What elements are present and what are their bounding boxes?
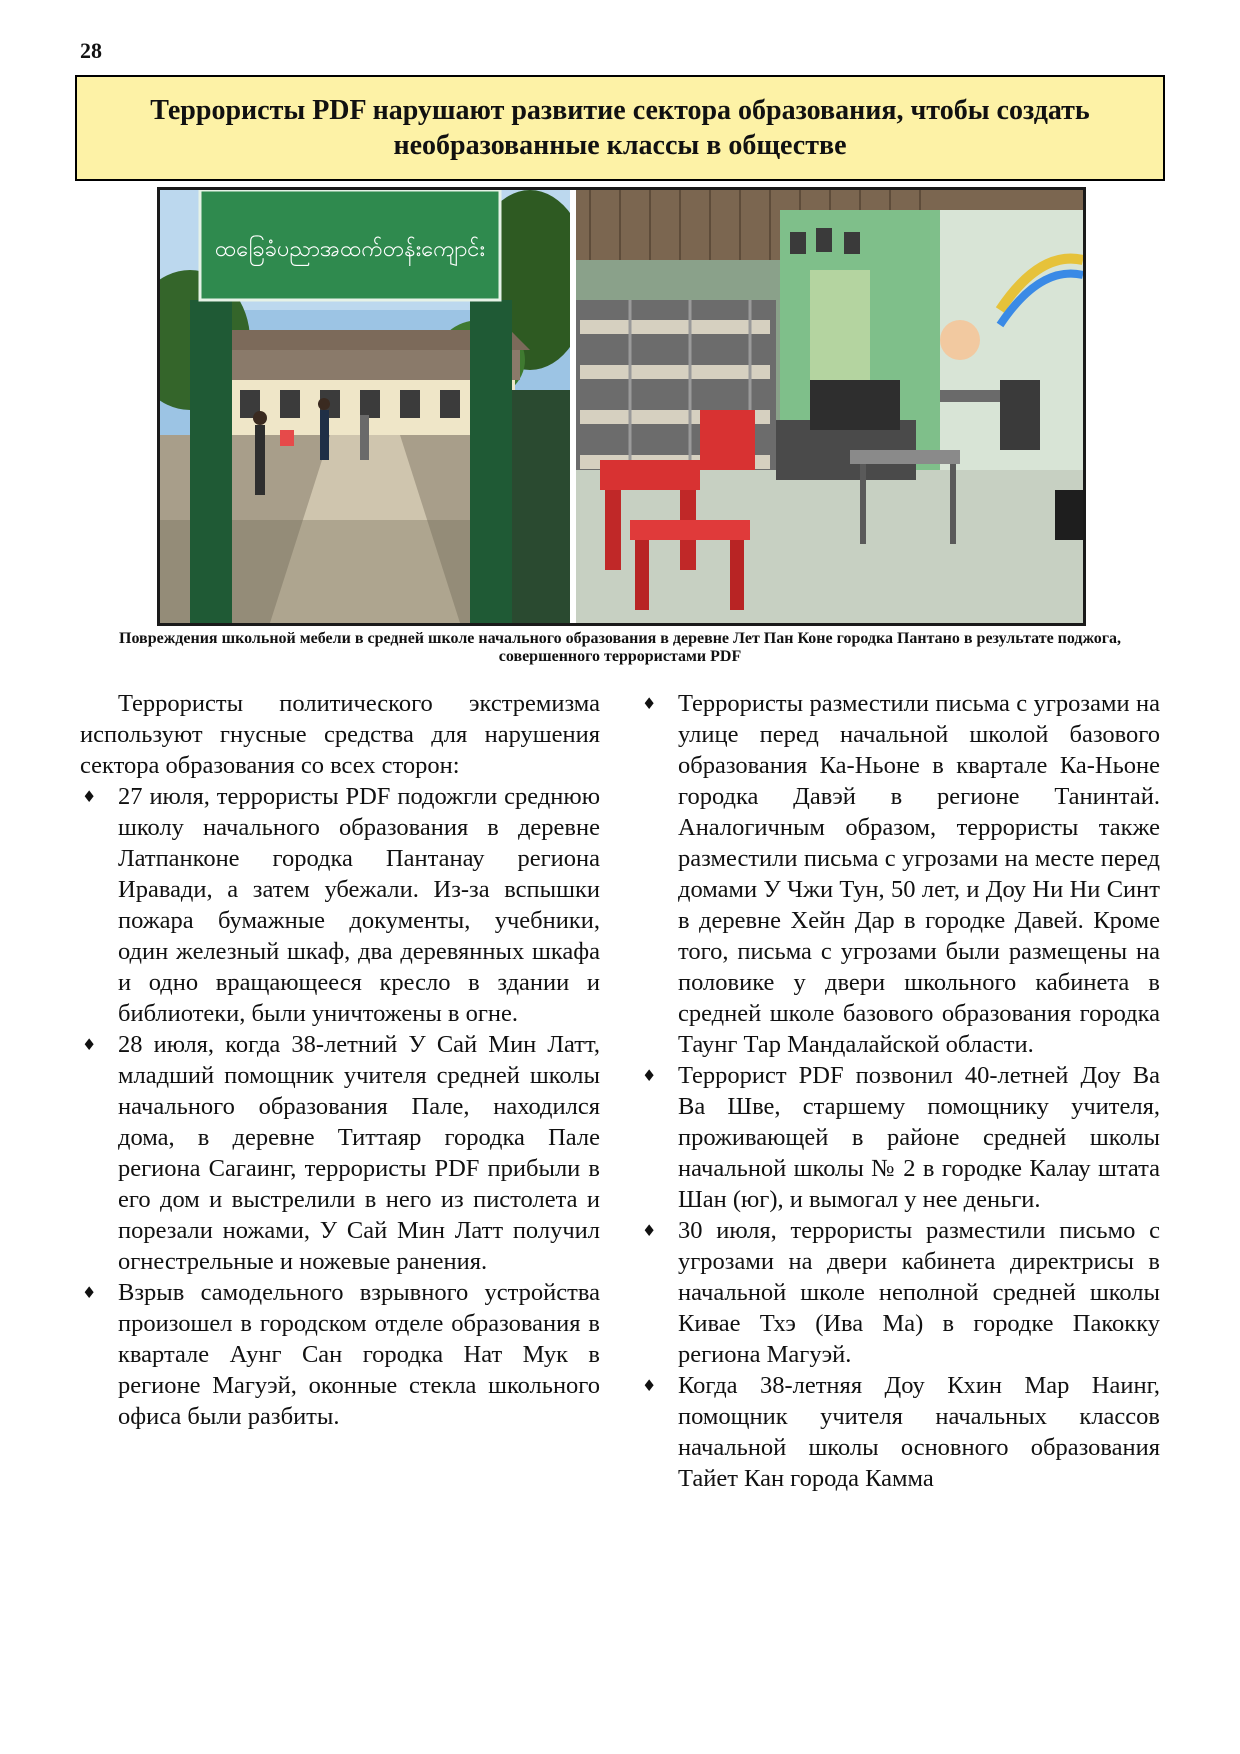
photo-caption: Повреждения школьной мебели в средней школе начального образования в деревне Лет Пан Коне городка Пантано в результате поджога, совершенного террористами PDF xyxy=(119,630,1121,666)
list-item-text: 27 июля, террористы PDF подожгли среднюю школу начального образования в деревне Латпанконе городка Пантанау региона Иравади, а затем убежали. Из-за вспышки пожара бумажные документы, учебники, один железный шкаф, два деревянных шкафа и одно вращающееся кресло в здании и библиотеки, были уничтожены в огне. xyxy=(118,783,600,1027)
classroom-photo xyxy=(576,190,1083,623)
list-item xyxy=(640,1060,1160,1215)
diamond-bullet-icon: ♦ xyxy=(642,1376,657,1395)
article-title-box xyxy=(75,75,1165,181)
page-number: 28 xyxy=(80,38,102,63)
diamond-bullet-icon: ♦ xyxy=(82,787,97,806)
list-item-text: Когда 38-летняя Доу Кхин Мар Наинг, помощник учителя начальных классов начальной школы основного образования Тайет Кан города Камма xyxy=(678,1372,1160,1492)
list-item xyxy=(640,688,1160,1060)
list-item xyxy=(80,781,600,1029)
photo-collage xyxy=(157,187,1086,626)
list-item xyxy=(80,1029,600,1277)
gate-sign-text: ထခြေခံပညာအထက်တန်းကျောင်း xyxy=(214,237,486,262)
diamond-bullet-icon: ♦ xyxy=(642,694,657,713)
diamond-bullet-icon: ♦ xyxy=(642,1221,657,1240)
list-item-text: Террорист PDF позвонил 40-летней Доу Ва Ва Шве, старшему помощнику учителя, проживающей в районе средней школы начальной школы № 2 в городке Калау штата Шан (юг), и вымогал у нее деньги. xyxy=(678,1062,1160,1213)
left-column xyxy=(80,688,600,1432)
list-item xyxy=(640,1370,1160,1494)
list-item-text: 28 июля, когда 38-летний У Сай Мин Латт, младший помощник учителя средней школы начального образования Пале, находился дома, в деревне Титтаяр городка Пале региона Сагаинг, террористы PDF прибыли в его дом и выстрелили в него из пистолета и порезали ножами, У Сай Мин Латт получил огнестрельные и ножевые ранения. xyxy=(118,1031,600,1275)
list-item-text: 30 июля, террористы разместили письмо с угрозами на двери кабинета директрисы в начальной школе неполной средней школы Кивае Тхэ (Ива Ма) в городке Пакокку региона Магуэй. xyxy=(678,1217,1160,1368)
right-column xyxy=(640,688,1160,1494)
diamond-bullet-icon: ♦ xyxy=(642,1066,657,1085)
list-item xyxy=(640,1215,1160,1370)
intro-paragraph: Террористы политического экстремизма используют гнусные средства для нарушения сектора образования со всех сторон: xyxy=(80,690,600,779)
list-item-text: Террористы разместили письма с угрозами на улице перед начальной школой базового образования Ка-Ньоне в квартале Ка-Ньоне городка Давэй в регионе Танинтай. Аналогичным образом, террористы также разместили письма с угрозами на месте перед домами У Чжи Тун, 50 лет, и Доу Ни Ни Синт в деревне Хейн Дар в городке Давей. Кроме того, письма с угрозами были размещены на половике у двери школьного кабинета в средней школе базового образования городка Таунг Тар Мандалайской области. xyxy=(678,690,1160,1058)
list-item xyxy=(80,1277,600,1432)
article-title: Террористы PDF нарушают развитие сектора образования, чтобы создать необразованные классы в обществе xyxy=(150,95,1090,161)
list-item-text: Взрыв самодельного взрывного устройства произошел в городском отделе образования в квартале Аунг Сан городка Нат Мук в регионе Магуэй, оконные стекла школьного офиса были разбиты. xyxy=(118,1279,600,1430)
photo-illustration xyxy=(160,190,1083,623)
gate-photo xyxy=(160,190,590,623)
diamond-bullet-icon: ♦ xyxy=(82,1035,97,1054)
diamond-bullet-icon: ♦ xyxy=(82,1283,97,1302)
